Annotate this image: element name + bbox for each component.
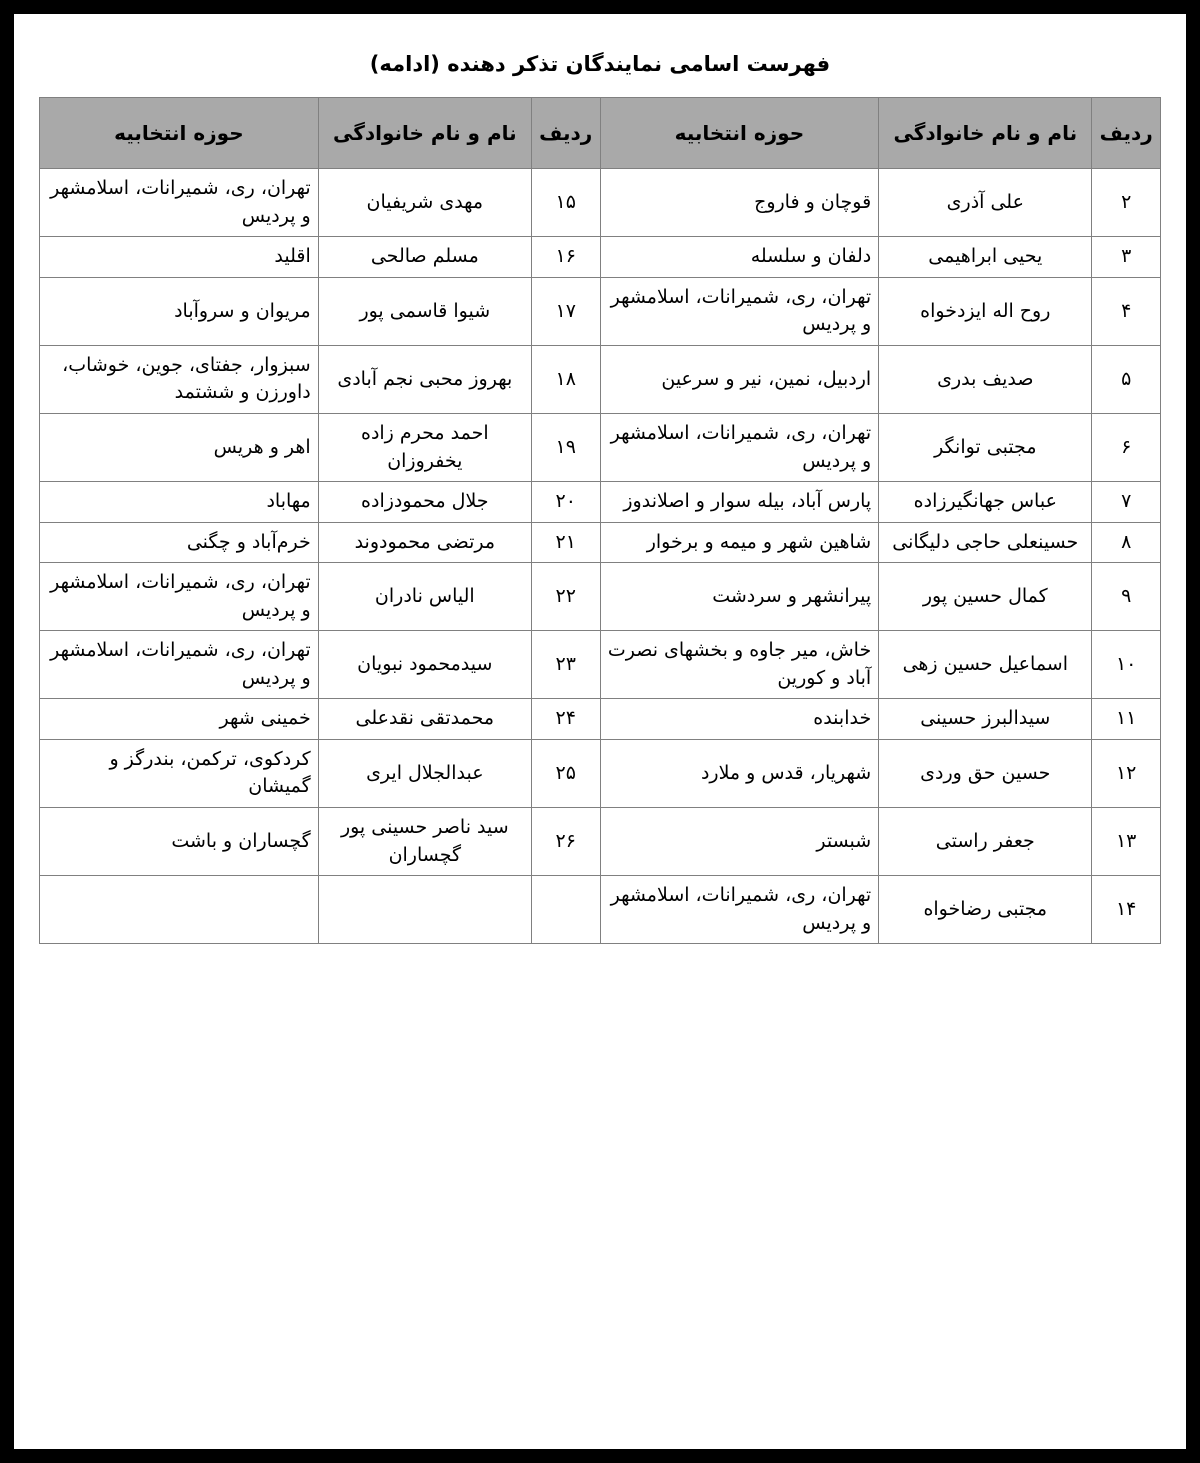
cell-constituency-right: شبستر bbox=[600, 808, 879, 876]
header-row bbox=[40, 98, 1161, 169]
table-container bbox=[39, 97, 1161, 944]
table-row bbox=[40, 876, 1161, 944]
cell-constituency-right: قوچان و فاروج bbox=[600, 169, 879, 237]
cell-constituency-right: تهران، ری، شمیرانات، اسلامشهر و پردیس bbox=[600, 876, 879, 944]
cell-row-number-left: ۱۸ bbox=[531, 345, 600, 413]
cell-row-number-right: ۱۲ bbox=[1092, 739, 1161, 807]
cell-full-name-left: مرتضی محمودوند bbox=[318, 522, 531, 563]
cell-full-name-right: اسماعیل حسین زهی bbox=[879, 631, 1092, 699]
cell-full-name-right: یحیی ابراهیمی bbox=[879, 237, 1092, 278]
cell-full-name-right: سیدالبرز حسینی bbox=[879, 699, 1092, 740]
table-header bbox=[40, 98, 1161, 169]
table-row bbox=[40, 345, 1161, 413]
cell-constituency-right: اردبیل، نمین، نیر و سرعین bbox=[600, 345, 879, 413]
cell-constituency-left: سبزوار، جفتای، جوین، خوشاب، داورزن و ششتمد bbox=[40, 345, 319, 413]
cell-row-number-left: ۲۴ bbox=[531, 699, 600, 740]
cell-full-name-right: مجتبی رضاخواه bbox=[879, 876, 1092, 944]
cell-full-name-left: جلال محمودزاده bbox=[318, 482, 531, 523]
cell-row-number-right: ۱۳ bbox=[1092, 808, 1161, 876]
cell-full-name-left: سیدمحمود نبویان bbox=[318, 631, 531, 699]
cell-full-name-right: حسینعلی حاجی دلیگانی bbox=[879, 522, 1092, 563]
cell-row-number-left bbox=[531, 876, 600, 944]
cell-row-number-left: ۱۶ bbox=[531, 237, 600, 278]
cell-constituency-right: شاهین شهر و میمه و برخوار bbox=[600, 522, 879, 563]
cell-row-number-left: ۲۰ bbox=[531, 482, 600, 523]
cell-constituency-left: مهاباد bbox=[40, 482, 319, 523]
table-row bbox=[40, 699, 1161, 740]
cell-constituency-left: تهران، ری، شمیرانات، اسلامشهر و پردیس bbox=[40, 631, 319, 699]
cell-constituency-right: دلفان و سلسله bbox=[600, 237, 879, 278]
cell-full-name-left: الیاس نادران bbox=[318, 563, 531, 631]
cell-constituency-right: شهریار، قدس و ملارد bbox=[600, 739, 879, 807]
cell-full-name-right: روح اله ایزدخواه bbox=[879, 277, 1092, 345]
header-row-number-left: ردیف bbox=[531, 98, 600, 169]
header-row-number-right: ردیف bbox=[1092, 98, 1161, 169]
cell-constituency-right: تهران، ری، شمیرانات، اسلامشهر و پردیس bbox=[600, 277, 879, 345]
cell-row-number-left: ۲۶ bbox=[531, 808, 600, 876]
cell-full-name-right: علی آذری bbox=[879, 169, 1092, 237]
table-row bbox=[40, 563, 1161, 631]
table-row bbox=[40, 277, 1161, 345]
cell-row-number-left: ۲۱ bbox=[531, 522, 600, 563]
table-row bbox=[40, 631, 1161, 699]
cell-row-number-right: ۹ bbox=[1092, 563, 1161, 631]
cell-constituency-left: کردکوی، ترکمن، بندرگز و گمیشان bbox=[40, 739, 319, 807]
cell-row-number-right: ۱۴ bbox=[1092, 876, 1161, 944]
cell-constituency-left: مریوان و سروآباد bbox=[40, 277, 319, 345]
table-row bbox=[40, 169, 1161, 237]
cell-constituency-left: اهر و هریس bbox=[40, 414, 319, 482]
cell-full-name-left: سید ناصر حسینی پور گچساران bbox=[318, 808, 531, 876]
cell-full-name-left: مهدی شریفیان bbox=[318, 169, 531, 237]
cell-row-number-right: ۸ bbox=[1092, 522, 1161, 563]
cell-constituency-left: خمینی شهر bbox=[40, 699, 319, 740]
page-title: فهرست اسامی نمایندگان تذکر دهنده (ادامه) bbox=[369, 52, 831, 76]
cell-row-number-right: ۲ bbox=[1092, 169, 1161, 237]
table-body bbox=[40, 169, 1161, 944]
cell-constituency-right: پیرانشهر و سردشت bbox=[600, 563, 879, 631]
cell-constituency-right: پارس آباد، بیله سوار و اصلاندوز bbox=[600, 482, 879, 523]
cell-constituency-right: تهران، ری، شمیرانات، اسلامشهر و پردیس bbox=[600, 414, 879, 482]
cell-constituency-left: اقلید bbox=[40, 237, 319, 278]
representatives-table bbox=[39, 97, 1161, 944]
cell-constituency-left: خرم‌آباد و چگنی bbox=[40, 522, 319, 563]
cell-row-number-left: ۲۳ bbox=[531, 631, 600, 699]
cell-constituency-left bbox=[40, 876, 319, 944]
cell-full-name-left: مسلم صالحی bbox=[318, 237, 531, 278]
cell-row-number-left: ۱۷ bbox=[531, 277, 600, 345]
header-full-name-left: نام و نام خانوادگی bbox=[318, 98, 531, 169]
cell-full-name-left: شیوا قاسمی پور bbox=[318, 277, 531, 345]
cell-constituency-right: خاش، میر جاوه و بخشهای نصرت آباد و کورین bbox=[600, 631, 879, 699]
cell-row-number-right: ۴ bbox=[1092, 277, 1161, 345]
table-row bbox=[40, 522, 1161, 563]
cell-constituency-right: خدابنده bbox=[600, 699, 879, 740]
table-row bbox=[40, 237, 1161, 278]
cell-full-name-left: محمدتقی نقدعلی bbox=[318, 699, 531, 740]
cell-constituency-left: تهران، ری، شمیرانات، اسلامشهر و پردیس bbox=[40, 563, 319, 631]
cell-row-number-right: ۱۰ bbox=[1092, 631, 1161, 699]
table-row bbox=[40, 414, 1161, 482]
cell-full-name-right: صدیف بدری bbox=[879, 345, 1092, 413]
cell-row-number-left: ۲۲ bbox=[531, 563, 600, 631]
cell-full-name-right: حسین حق وردی bbox=[879, 739, 1092, 807]
cell-row-number-left: ۱۵ bbox=[531, 169, 600, 237]
cell-full-name-left: احمد محرم زاده یخفروزان bbox=[318, 414, 531, 482]
cell-full-name-right: مجتبی توانگر bbox=[879, 414, 1092, 482]
header-full-name-right: نام و نام خانوادگی bbox=[879, 98, 1092, 169]
cell-full-name-right: عباس جهانگیرزاده bbox=[879, 482, 1092, 523]
cell-constituency-left: گچساران و باشت bbox=[40, 808, 319, 876]
cell-row-number-right: ۱۱ bbox=[1092, 699, 1161, 740]
cell-full-name-right: جعفر راستی bbox=[879, 808, 1092, 876]
table-row bbox=[40, 808, 1161, 876]
cell-full-name-left: عبدالجلال ایری bbox=[318, 739, 531, 807]
cell-row-number-left: ۲۵ bbox=[531, 739, 600, 807]
table-row bbox=[40, 739, 1161, 807]
cell-row-number-right: ۵ bbox=[1092, 345, 1161, 413]
cell-full-name-right: کمال حسین پور bbox=[879, 563, 1092, 631]
cell-full-name-left bbox=[318, 876, 531, 944]
header-constituency-left: حوزه انتخابیه bbox=[40, 98, 319, 169]
header-constituency-right: حوزه انتخابیه bbox=[600, 98, 879, 169]
cell-row-number-right: ۳ bbox=[1092, 237, 1161, 278]
cell-constituency-left: تهران، ری، شمیرانات، اسلامشهر و پردیس bbox=[40, 169, 319, 237]
cell-row-number-right: ۷ bbox=[1092, 482, 1161, 523]
table-row bbox=[40, 482, 1161, 523]
cell-full-name-left: بهروز محبی نجم آبادی bbox=[318, 345, 531, 413]
cell-row-number-right: ۶ bbox=[1092, 414, 1161, 482]
cell-row-number-left: ۱۹ bbox=[531, 414, 600, 482]
